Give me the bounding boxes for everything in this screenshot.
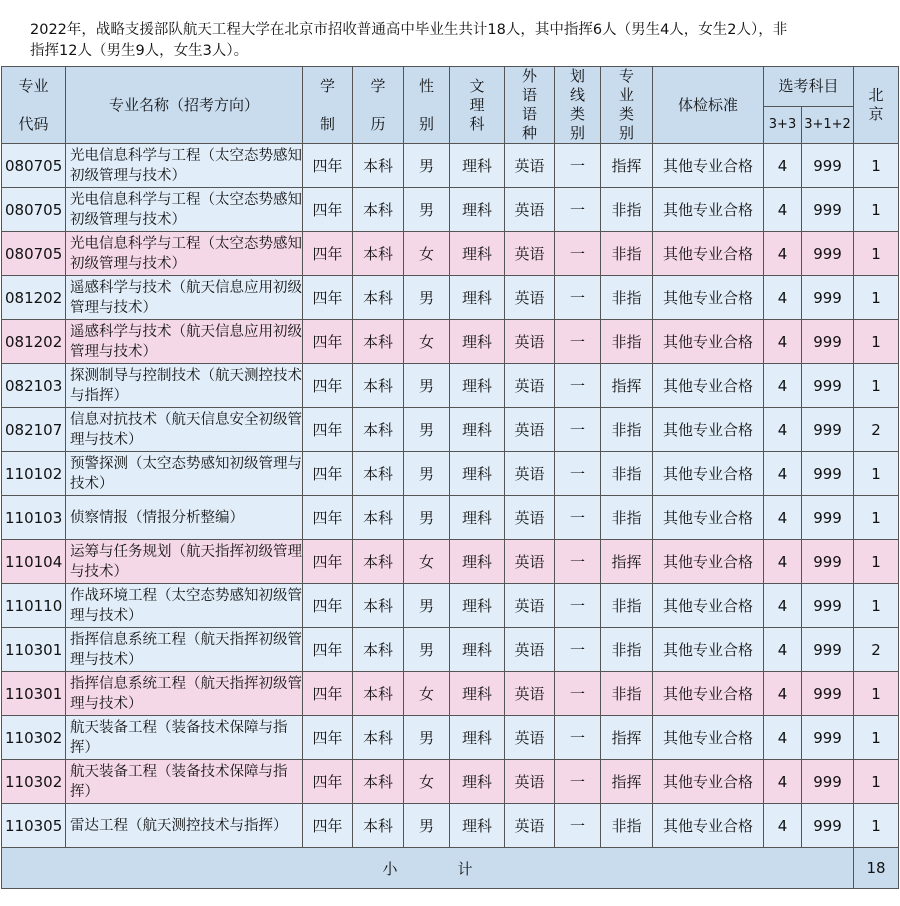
table-row (2, 144, 899, 188)
elective-3-3-cell: 4 (764, 804, 802, 848)
table-row (2, 232, 899, 276)
subject-cell: 理科 (450, 760, 505, 804)
degree-cell: 本科 (353, 144, 404, 188)
duration-cell: 四年 (303, 540, 353, 584)
elective-3-1-2-cell: 999 (802, 496, 854, 540)
duration-cell: 四年 (303, 672, 353, 716)
duration-cell: 四年 (303, 364, 353, 408)
physical-standard-cell: 其他专业合格 (653, 452, 764, 496)
degree-cell: 本科 (353, 364, 404, 408)
code-cell: 110104 (2, 540, 66, 584)
gender-cell: 女 (404, 320, 450, 364)
gender-cell: 男 (404, 804, 450, 848)
degree-cell: 本科 (353, 628, 404, 672)
duration-cell: 四年 (303, 760, 353, 804)
line-category-cell: 一 (555, 760, 601, 804)
elective-3-3-cell: 4 (764, 188, 802, 232)
subject-cell: 理科 (450, 672, 505, 716)
degree-cell: 本科 (353, 804, 404, 848)
header-language: 外 语 语 种 (505, 67, 555, 144)
code-cell: 110301 (2, 672, 66, 716)
elective-3-3-cell: 4 (764, 320, 802, 364)
degree-cell: 本科 (353, 320, 404, 364)
language-cell: 英语 (505, 276, 555, 320)
line-category-cell: 一 (555, 716, 601, 760)
major-name-cell: 光电信息科学与工程（太空态势感知初级管理与技术） (66, 188, 303, 232)
physical-standard-cell: 其他专业合格 (653, 496, 764, 540)
degree-cell: 本科 (353, 760, 404, 804)
gender-cell: 男 (404, 584, 450, 628)
table-row (2, 452, 899, 496)
code-cell: 110302 (2, 760, 66, 804)
major-name-cell: 探测制导与控制技术（航天测控技术与指挥） (66, 364, 303, 408)
beijing-quota-cell: 1 (854, 716, 899, 760)
subject-cell: 理科 (450, 584, 505, 628)
duration-cell: 四年 (303, 628, 353, 672)
beijing-quota-cell: 1 (854, 804, 899, 848)
duration-cell: 四年 (303, 408, 353, 452)
beijing-quota-cell: 1 (854, 760, 899, 804)
elective-3-3-cell: 4 (764, 496, 802, 540)
table-body (2, 144, 899, 848)
gender-cell: 男 (404, 716, 450, 760)
admissions-table (1, 66, 899, 889)
major-category-cell: 非指 (601, 584, 653, 628)
subject-cell: 理科 (450, 804, 505, 848)
gender-cell: 男 (404, 364, 450, 408)
elective-3-1-2-cell: 999 (802, 672, 854, 716)
code-cell: 080705 (2, 232, 66, 276)
header-line: 划 线 类 别 (555, 67, 601, 144)
major-category-cell: 非指 (601, 496, 653, 540)
beijing-quota-cell: 2 (854, 628, 899, 672)
subject-cell: 理科 (450, 320, 505, 364)
header-physical: 体检标准 (653, 67, 764, 144)
major-category-cell: 非指 (601, 188, 653, 232)
major-category-cell: 非指 (601, 320, 653, 364)
gender-cell: 女 (404, 232, 450, 276)
table-row (2, 276, 899, 320)
elective-3-1-2-cell: 999 (802, 804, 854, 848)
code-cell: 110103 (2, 496, 66, 540)
physical-standard-cell: 其他专业合格 (653, 540, 764, 584)
elective-3-3-cell: 4 (764, 628, 802, 672)
elective-3-1-2-cell: 999 (802, 408, 854, 452)
language-cell: 英语 (505, 628, 555, 672)
table-row (2, 540, 899, 584)
elective-3-1-2-cell: 999 (802, 540, 854, 584)
code-cell: 080705 (2, 188, 66, 232)
elective-3-1-2-cell: 999 (802, 716, 854, 760)
degree-cell: 本科 (353, 276, 404, 320)
gender-cell: 男 (404, 408, 450, 452)
elective-3-3-cell: 4 (764, 276, 802, 320)
beijing-quota-cell: 1 (854, 584, 899, 628)
major-name-cell: 航天装备工程（装备技术保障与指挥） (66, 716, 303, 760)
physical-standard-cell: 其他专业合格 (653, 672, 764, 716)
header-elective-3-1-2: 3+1+2 (802, 106, 854, 143)
elective-3-1-2-cell: 999 (802, 232, 854, 276)
gender-cell: 女 (404, 540, 450, 584)
code-cell: 110301 (2, 628, 66, 672)
major-category-cell: 非指 (601, 452, 653, 496)
elective-3-3-cell: 4 (764, 760, 802, 804)
major-name-cell: 指挥信息系统工程（航天指挥初级管理与技术） (66, 628, 303, 672)
header-category: 专 业 类 别 (601, 67, 653, 144)
beijing-quota-cell: 1 (854, 232, 899, 276)
major-category-cell: 非指 (601, 276, 653, 320)
major-name-cell: 运筹与任务规划（航天指挥初级管理与技术） (66, 540, 303, 584)
language-cell: 英语 (505, 760, 555, 804)
header-elective-3-3: 3+3 (764, 106, 802, 143)
beijing-quota-cell: 1 (854, 188, 899, 232)
subtotal-label: 小 计 (2, 848, 854, 889)
language-cell: 英语 (505, 408, 555, 452)
line-category-cell: 一 (555, 364, 601, 408)
gender-cell: 男 (404, 628, 450, 672)
language-cell: 英语 (505, 672, 555, 716)
major-category-cell: 指挥 (601, 716, 653, 760)
degree-cell: 本科 (353, 716, 404, 760)
physical-standard-cell: 其他专业合格 (653, 320, 764, 364)
elective-3-3-cell: 4 (764, 364, 802, 408)
major-name-cell: 航天装备工程（装备技术保障与指挥） (66, 760, 303, 804)
major-name-cell: 光电信息科学与工程（太空态势感知初级管理与技术） (66, 232, 303, 276)
subject-cell: 理科 (450, 364, 505, 408)
language-cell: 英语 (505, 364, 555, 408)
major-name-cell: 遥感科学与技术（航天信息应用初级管理与技术） (66, 320, 303, 364)
language-cell: 英语 (505, 584, 555, 628)
physical-standard-cell: 其他专业合格 (653, 408, 764, 452)
physical-standard-cell: 其他专业合格 (653, 628, 764, 672)
elective-3-1-2-cell: 999 (802, 188, 854, 232)
code-cell: 082107 (2, 408, 66, 452)
degree-cell: 本科 (353, 672, 404, 716)
line-category-cell: 一 (555, 628, 601, 672)
line-category-cell: 一 (555, 320, 601, 364)
elective-3-1-2-cell: 999 (802, 584, 854, 628)
elective-3-3-cell: 4 (764, 452, 802, 496)
major-category-cell: 非指 (601, 804, 653, 848)
table-row (2, 408, 899, 452)
elective-3-1-2-cell: 999 (802, 628, 854, 672)
duration-cell: 四年 (303, 496, 353, 540)
header-elective: 选考科目 (764, 67, 854, 107)
gender-cell: 男 (404, 452, 450, 496)
degree-cell: 本科 (353, 584, 404, 628)
language-cell: 英语 (505, 496, 555, 540)
language-cell: 英语 (505, 716, 555, 760)
table-row (2, 804, 899, 848)
beijing-quota-cell: 1 (854, 672, 899, 716)
line-category-cell: 一 (555, 496, 601, 540)
header-beijing: 北 京 (854, 67, 899, 144)
table-row (2, 628, 899, 672)
duration-cell: 四年 (303, 144, 353, 188)
physical-standard-cell: 其他专业合格 (653, 760, 764, 804)
code-cell: 110305 (2, 804, 66, 848)
major-category-cell: 非指 (601, 232, 653, 276)
language-cell: 英语 (505, 320, 555, 364)
major-name-cell: 指挥信息系统工程（航天指挥初级管理与技术） (66, 672, 303, 716)
line-category-cell: 一 (555, 804, 601, 848)
major-category-cell: 非指 (601, 408, 653, 452)
duration-cell: 四年 (303, 584, 353, 628)
subject-cell: 理科 (450, 540, 505, 584)
line-category-cell: 一 (555, 408, 601, 452)
subject-cell: 理科 (450, 144, 505, 188)
duration-cell: 四年 (303, 804, 353, 848)
elective-3-3-cell: 4 (764, 584, 802, 628)
subject-cell: 理科 (450, 188, 505, 232)
elective-3-3-cell: 4 (764, 672, 802, 716)
duration-cell: 四年 (303, 276, 353, 320)
table-row (2, 672, 899, 716)
language-cell: 英语 (505, 540, 555, 584)
table-row (2, 364, 899, 408)
line-category-cell: 一 (555, 232, 601, 276)
header-system: 学 制 (303, 67, 353, 144)
line-category-cell: 一 (555, 276, 601, 320)
table-row (2, 716, 899, 760)
header-name: 专业名称（招考方向） (66, 67, 303, 144)
code-cell: 110102 (2, 452, 66, 496)
degree-cell: 本科 (353, 452, 404, 496)
code-cell: 082103 (2, 364, 66, 408)
major-name-cell: 信息对抗技术（航天信息安全初级管理与技术） (66, 408, 303, 452)
gender-cell: 男 (404, 496, 450, 540)
gender-cell: 男 (404, 144, 450, 188)
subject-cell: 理科 (450, 232, 505, 276)
elective-3-1-2-cell: 999 (802, 364, 854, 408)
line-category-cell: 一 (555, 188, 601, 232)
degree-cell: 本科 (353, 408, 404, 452)
line-category-cell: 一 (555, 672, 601, 716)
line-category-cell: 一 (555, 584, 601, 628)
physical-standard-cell: 其他专业合格 (653, 144, 764, 188)
degree-cell: 本科 (353, 188, 404, 232)
table-row (2, 584, 899, 628)
intro-paragraph: 2022年，战略支援部队航天工程大学在北京市招收普通高中毕业生共计18人，其中指挥6人（男生4人，女生2人），非 指挥12人（男生9人，女生3人）。 (30, 22, 788, 59)
table-row (2, 188, 899, 232)
language-cell: 英语 (505, 144, 555, 188)
table-row (2, 496, 899, 540)
code-cell: 110302 (2, 716, 66, 760)
major-name-cell: 侦察情报（情报分析整编） (66, 496, 303, 540)
subject-cell: 理科 (450, 628, 505, 672)
code-cell: 080705 (2, 144, 66, 188)
language-cell: 英语 (505, 188, 555, 232)
physical-standard-cell: 其他专业合格 (653, 716, 764, 760)
elective-3-3-cell: 4 (764, 144, 802, 188)
beijing-quota-cell: 1 (854, 540, 899, 584)
subject-cell: 理科 (450, 496, 505, 540)
table-row (2, 760, 899, 804)
subject-cell: 理科 (450, 408, 505, 452)
duration-cell: 四年 (303, 452, 353, 496)
duration-cell: 四年 (303, 716, 353, 760)
physical-standard-cell: 其他专业合格 (653, 584, 764, 628)
header-code: 专业 代码 (2, 67, 66, 144)
degree-cell: 本科 (353, 496, 404, 540)
degree-cell: 本科 (353, 232, 404, 276)
language-cell: 英语 (505, 804, 555, 848)
header-subject: 文 理 科 (450, 67, 505, 144)
subtotal-value: 18 (854, 848, 899, 889)
physical-standard-cell: 其他专业合格 (653, 188, 764, 232)
beijing-quota-cell: 2 (854, 408, 899, 452)
gender-cell: 男 (404, 188, 450, 232)
language-cell: 英语 (505, 232, 555, 276)
beijing-quota-cell: 1 (854, 276, 899, 320)
physical-standard-cell: 其他专业合格 (653, 364, 764, 408)
beijing-quota-cell: 1 (854, 364, 899, 408)
subject-cell: 理科 (450, 716, 505, 760)
code-cell: 110110 (2, 584, 66, 628)
major-name-cell: 遥感科学与技术（航天信息应用初级管理与技术） (66, 276, 303, 320)
elective-3-1-2-cell: 999 (802, 760, 854, 804)
physical-standard-cell: 其他专业合格 (653, 804, 764, 848)
duration-cell: 四年 (303, 320, 353, 364)
major-category-cell: 指挥 (601, 760, 653, 804)
major-category-cell: 指挥 (601, 540, 653, 584)
physical-standard-cell: 其他专业合格 (653, 276, 764, 320)
beijing-quota-cell: 1 (854, 452, 899, 496)
gender-cell: 女 (404, 672, 450, 716)
major-name-cell: 作战环境工程（太空态势感知初级管理与技术） (66, 584, 303, 628)
beijing-quota-cell: 1 (854, 496, 899, 540)
elective-3-3-cell: 4 (764, 716, 802, 760)
major-category-cell: 指挥 (601, 364, 653, 408)
subject-cell: 理科 (450, 452, 505, 496)
header-gender: 性 别 (404, 67, 450, 144)
duration-cell: 四年 (303, 232, 353, 276)
duration-cell: 四年 (303, 188, 353, 232)
elective-3-1-2-cell: 999 (802, 276, 854, 320)
elective-3-1-2-cell: 999 (802, 452, 854, 496)
elective-3-3-cell: 4 (764, 232, 802, 276)
elective-3-3-cell: 4 (764, 408, 802, 452)
code-cell: 081202 (2, 276, 66, 320)
gender-cell: 女 (404, 760, 450, 804)
major-category-cell: 指挥 (601, 144, 653, 188)
code-cell: 081202 (2, 320, 66, 364)
major-name-cell: 光电信息科学与工程（太空态势感知初级管理与技术） (66, 144, 303, 188)
line-category-cell: 一 (555, 540, 601, 584)
elective-3-3-cell: 4 (764, 540, 802, 584)
degree-cell: 本科 (353, 540, 404, 584)
subject-cell: 理科 (450, 276, 505, 320)
beijing-quota-cell: 1 (854, 320, 899, 364)
major-category-cell: 非指 (601, 628, 653, 672)
beijing-quota-cell: 1 (854, 144, 899, 188)
major-name-cell: 预警探测（太空态势感知初级管理与技术） (66, 452, 303, 496)
gender-cell: 男 (404, 276, 450, 320)
table-row (2, 320, 899, 364)
major-category-cell: 非指 (601, 672, 653, 716)
physical-standard-cell: 其他专业合格 (653, 232, 764, 276)
line-category-cell: 一 (555, 144, 601, 188)
elective-3-1-2-cell: 999 (802, 320, 854, 364)
header-degree: 学 历 (353, 67, 404, 144)
major-name-cell: 雷达工程（航天测控技术与指挥） (66, 804, 303, 848)
elective-3-1-2-cell: 999 (802, 144, 854, 188)
language-cell: 英语 (505, 452, 555, 496)
line-category-cell: 一 (555, 452, 601, 496)
